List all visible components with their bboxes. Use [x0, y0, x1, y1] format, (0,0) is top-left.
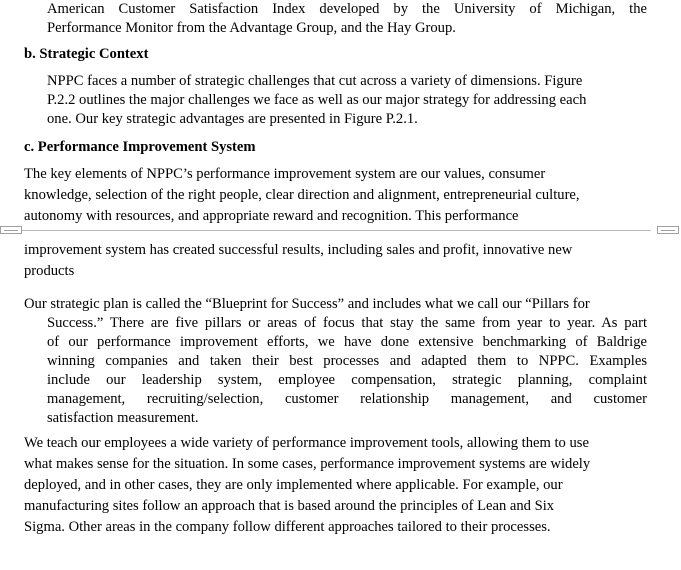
page-break-line [22, 230, 651, 231]
performance-paragraph-1-continued [24, 240, 644, 282]
text-line: one. Our key strategic advantages are presented in Figure P.2.1. [47, 111, 418, 127]
blueprint-paragraph [24, 295, 647, 428]
text-line: management, recruiting/selection, customer relationship management, and customer [47, 391, 647, 407]
text-line: improvement system has created successful results, including sales and profit, innovative new [24, 242, 573, 258]
text-line: Success.” There are five pillars or areas of focus that stay the same from year to year. As part [47, 315, 647, 331]
page-break-marker-right[interactable] [657, 226, 679, 234]
text-line: what makes sense for the situation. In some cases, performance improvement systems are widely [24, 456, 591, 472]
text-line: knowledge, selection of the right people, clear direction and alignment, entrepreneurial culture, [24, 187, 580, 203]
text-line: autonomy with resources, and appropriate reward and recognition. This performance [24, 208, 519, 224]
text-line: winning companies and taken their best processes and adapted them to NPPC. Examples [47, 353, 647, 369]
text-line: NPPC faces a number of strategic challenges that cut across a variety of dimensions. Figure [47, 73, 583, 89]
text-line: P.2.2 outlines the major challenges we face as well as our major strategy for addressing each [47, 92, 587, 108]
text-line: Sigma. Other areas in the company follow different approaches tailored to their processes. [24, 519, 551, 535]
section-c-heading: c. Performance Improvement System [24, 139, 256, 155]
text-line: manufacturing sites follow an approach that is based around the principles of Lean and Six [24, 498, 555, 514]
text-line: Our strategic plan is called the “Blueprint for Success” and includes what we call our “Pillars for [24, 296, 590, 312]
text-line: American Customer Satisfaction Index developed by the University of Michigan, the [47, 1, 647, 17]
text-line: deployed, and in other cases, they are only implemented where applicable. For example, our [24, 477, 563, 493]
section-b-heading: b. Strategic Context [24, 46, 149, 62]
performance-paragraph-1 [24, 164, 644, 227]
text-line: We teach our employees a wide variety of performance improvement tools, allowing them to use [24, 435, 589, 451]
tools-paragraph [24, 433, 649, 538]
strategic-context-paragraph [47, 72, 647, 129]
text-line: satisfaction measurement. [47, 410, 199, 426]
page-break-divider [0, 226, 681, 238]
text-line: Performance Monitor from the Advantage Group, and the Hay Group. [47, 20, 456, 36]
text-line: include our leadership system, employee compensation, strategic planning, complaint [47, 372, 647, 388]
text-line: The key elements of NPPC’s performance improvement system are our values, consumer [24, 166, 546, 182]
text-line: products [24, 263, 75, 279]
page-break-marker-left[interactable] [0, 226, 22, 234]
text-line: of our performance improvement efforts, we have done extensive benchmarking of Baldrige [47, 334, 647, 350]
intro-paragraph [47, 0, 647, 38]
